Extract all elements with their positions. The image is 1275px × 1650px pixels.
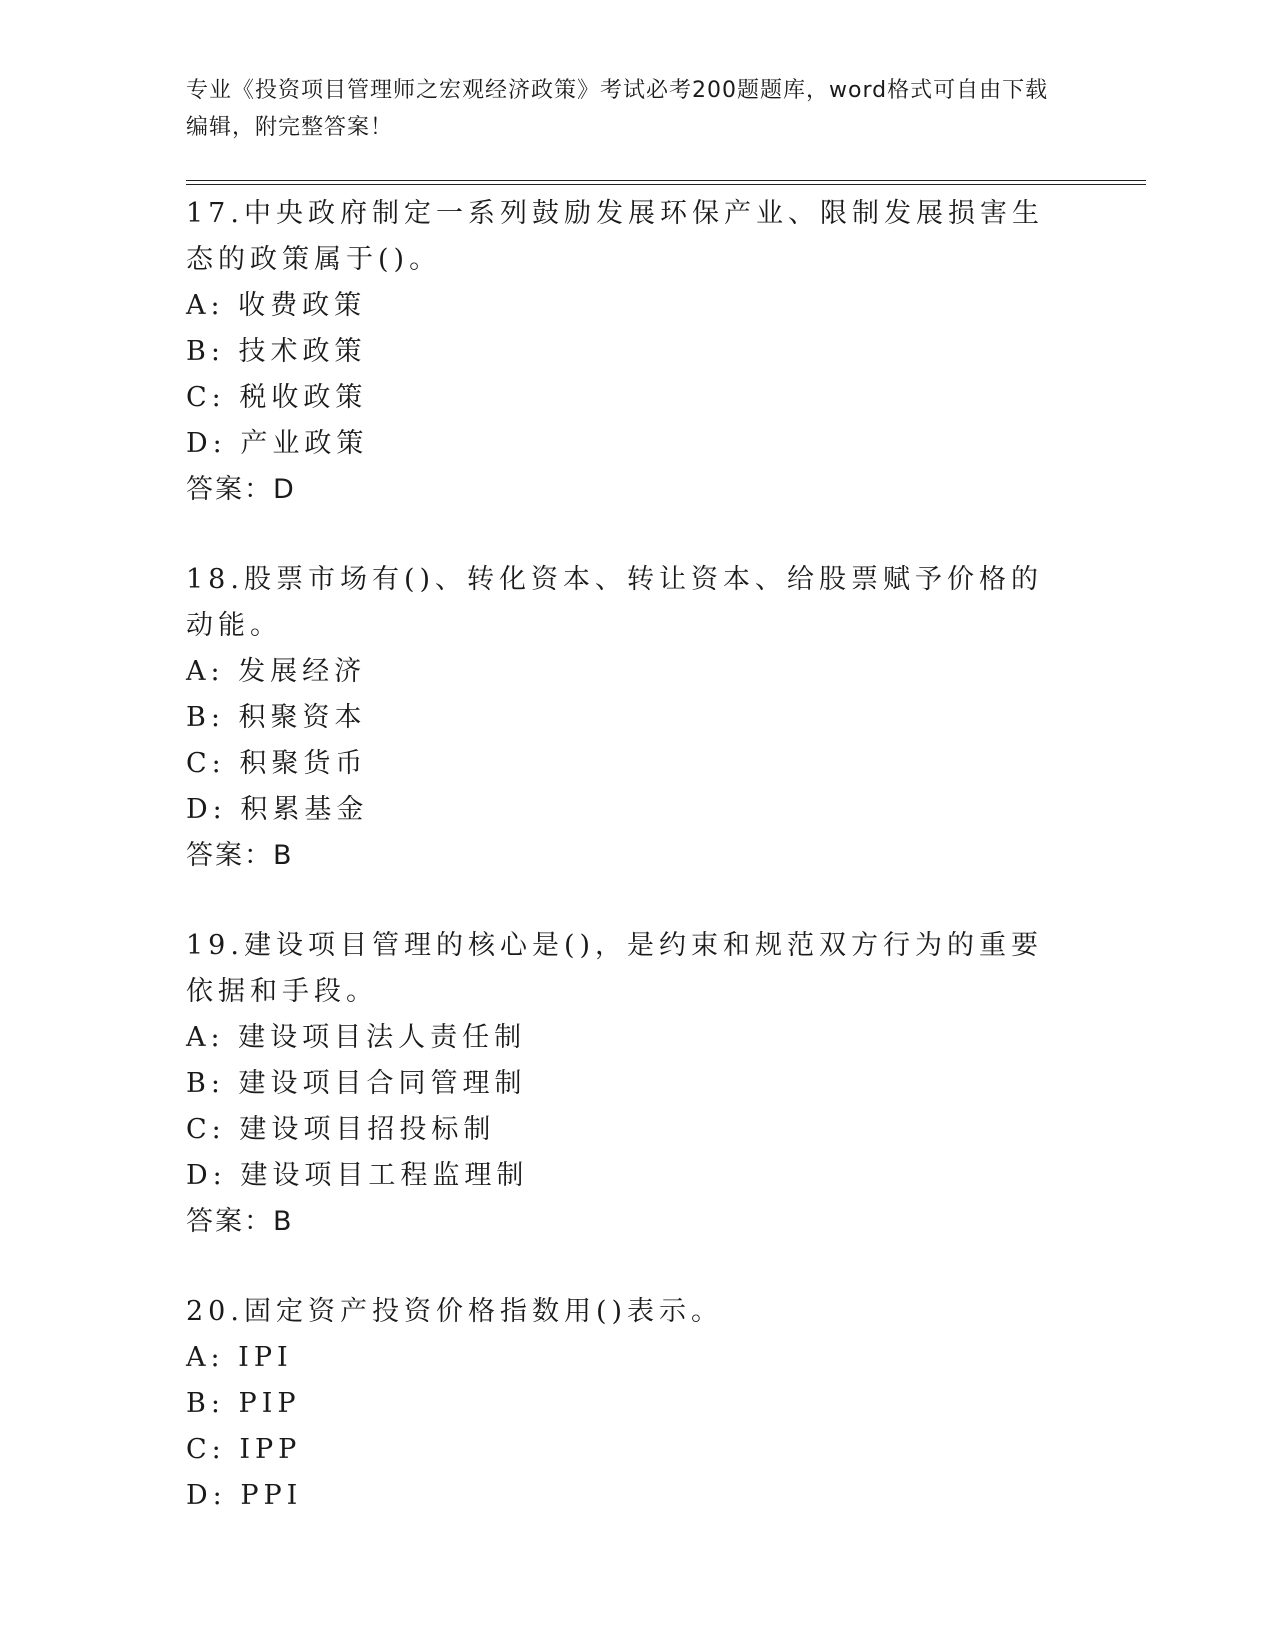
- option-d: D: 产业政策: [186, 428, 369, 459]
- option-b: B: 建设项目合同管理制: [186, 1068, 527, 1099]
- option-b: B: PIP: [186, 1388, 301, 1419]
- option-a: A: 建设项目法人责任制: [186, 1022, 527, 1053]
- question-20: [186, 1289, 1146, 1519]
- option-a: A: 收费政策: [186, 290, 367, 321]
- option-c: C: 积聚货币: [186, 748, 368, 779]
- header-divider: [186, 180, 1146, 185]
- question-18: [186, 557, 1146, 879]
- question-list: [186, 191, 1146, 1519]
- question-17: [186, 191, 1146, 513]
- document-header: 专业《投资项目管理师之宏观经济政策》考试必考200题题库，word格式可自由下载编辑，附完整答案！: [186, 78, 1049, 140]
- question-stem: 18.股票市场有()、转化资本、转让资本、给股票赋予价格的动能。: [186, 564, 1044, 641]
- answer-line: 答案：B: [186, 840, 294, 871]
- question-stem: 20.固定资产投资价格指数用()表示。: [186, 1296, 724, 1327]
- option-a: A: 发展经济: [186, 656, 367, 687]
- answer-line: 答案：B: [186, 1206, 294, 1237]
- option-d: D: 建设项目工程监理制: [186, 1160, 529, 1191]
- option-c: C: 建设项目招投标制: [186, 1114, 496, 1145]
- option-a: A: IPI: [186, 1342, 293, 1373]
- option-b: B: 积聚资本: [186, 702, 367, 733]
- option-c: C: IPP: [186, 1434, 302, 1465]
- option-d: D: PPI: [186, 1480, 303, 1511]
- document-page: [186, 72, 1146, 1563]
- question-stem: 19.建设项目管理的核心是()，是约束和规范双方行为的重要依据和手段。: [186, 930, 1044, 1007]
- option-b: B: 技术政策: [186, 336, 367, 367]
- answer-line: 答案：D: [186, 474, 296, 505]
- option-d: D: 积累基金: [186, 794, 369, 825]
- question-19: [186, 923, 1146, 1245]
- option-c: C: 税收政策: [186, 382, 368, 413]
- question-stem: 17.中央政府制定一系列鼓励发展环保产业、限制发展损害生态的政策属于()。: [186, 198, 1044, 275]
